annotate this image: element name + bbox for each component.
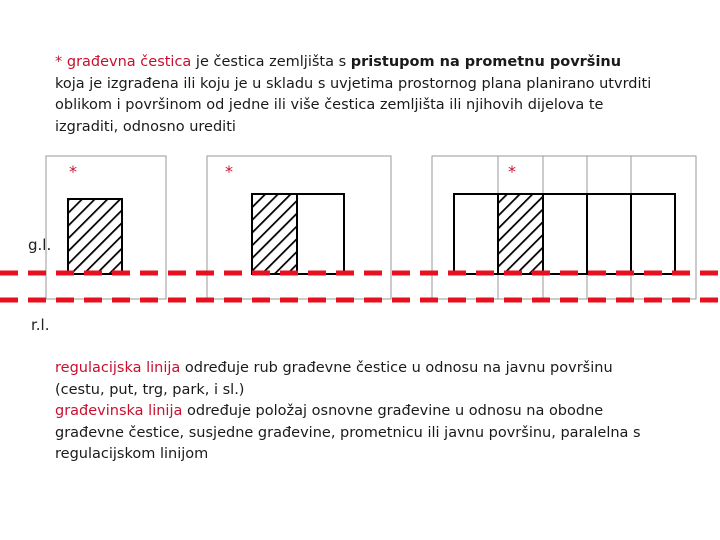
plot-3-marker: * [508,162,516,181]
building-line-description: određuje položaj osnovne građevine u odnosu na obodne građevne čestice, susjedne građevine, prometnicu ili javnu površinu, paralelna s regulacijskom linijom [55,403,641,462]
plot-2-marker: * [225,162,233,181]
definition-part2: koja je izgrađena ili koju je u skladu s uvjetima prostornog plana planirano utvrditi oblikom i površinom od jedne ili više čestica zemljišta ili njihovih dijelova te izgraditi, odnosno urediti [55,75,652,135]
legend-text [55,358,655,466]
building-line-definition [55,401,655,466]
regulation-line-label: r.l. [31,316,50,334]
building-line-term: građevinska linija [55,403,183,419]
plot-2-building [252,194,297,274]
plot-3-building-row [454,194,675,274]
definition-part1: je čestica zemljišta s [191,54,351,70]
definition-bold: pristupom na prometnu površinu [350,54,622,70]
plot-1-building [68,199,122,274]
building-line-label: g.l. [28,236,52,254]
plot-2-building-neighbour [297,194,344,274]
plot-3-building [498,194,543,274]
regulation-line-definition [55,358,655,401]
definition-term: * građevna čestica [55,54,192,70]
regulation-line-term: regulacijska linija [55,360,181,376]
regulation-line-description: određuje rub građevne čestice u odnosu na javnu površinu (cestu, put, trg, park, i sl.) [55,360,613,398]
plot-1-marker: * [69,162,77,181]
